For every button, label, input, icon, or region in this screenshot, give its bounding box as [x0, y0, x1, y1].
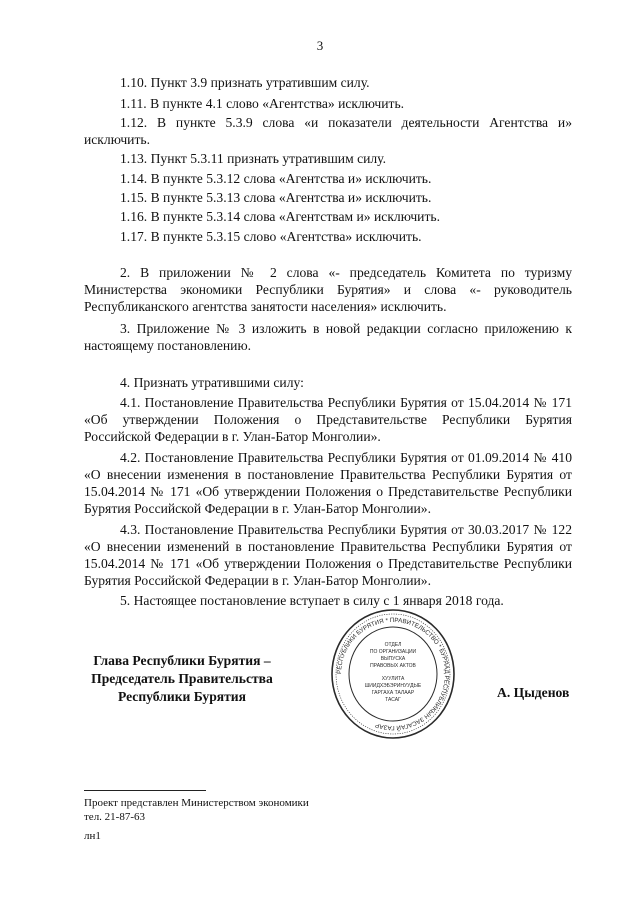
project-note: Проект представлен Министерством экономики	[84, 797, 309, 809]
signatory-title	[82, 652, 282, 706]
list-item: 1.15. В пункте 5.3.13 слова «Агентства и» исключить.	[120, 190, 432, 205]
list-item: 1.11. В пункте 4.1 слово «Агентства» исключить.	[120, 96, 405, 111]
stamp-line: ПО ОРГАНИЗАЦИИ	[369, 649, 417, 655]
stamp-line: ПРАВОВЫХ АКТОВ	[370, 663, 416, 669]
stamp-line: ХУУЛИТА	[381, 676, 405, 682]
stamp-line: ШИИДХЭБЭРИНУУДЫЕ	[364, 683, 422, 689]
footnote-divider	[84, 790, 206, 791]
stamp-line: ГАРГАХА ТАЛААР	[371, 690, 415, 696]
signatory-title-line: Глава Республики Бурятия –	[93, 653, 271, 668]
official-stamp	[330, 608, 456, 740]
paragraph-4-3: 4.3. Постановление Правительства Республики Бурятия от 30.03.2017 № 122 «О внесении изменений в постановление Правительства Республики Бурятия от 15.04.2014 № 171 «Об утверждении Положения о Представительстве Республики Бурятия Российской Федерации в г. Улан-Батор Монголии».	[84, 522, 572, 588]
signatory-title-line: Республики Бурятия	[117, 689, 246, 704]
list-item: 1.17. В пункте 5.3.15 слово «Агентства» исключить.	[120, 229, 422, 244]
stamp-line: ТАСАГ	[385, 697, 401, 703]
stamp-ring-textpath: РЕСПУБЛИКИ БУРЯТИЯ * ПРАВИТЕЛЬСТВО * БУРЯАД РЕСПУБЛИКЫН ЗАСАГАЙ ГАЗАР	[335, 616, 451, 732]
paragraph-4-2: 4.2. Постановление Правительства Республики Бурятия от 01.09.2014 № 410 «О внесении изменения в постановление Правительства Республики Бурятия от 15.04.2014 № 171 «Об утверждении Положения о Представительстве Республики Бурятия Российской Федерации в г. Улан-Батор Монголии».	[84, 450, 572, 516]
signatory-title-line: Председатель Правительства	[91, 671, 273, 686]
paragraph-4-heading: 4. Признать утратившими силу:	[120, 375, 304, 390]
paragraph-4-1: 4.1. Постановление Правительства Республики Бурятия от 15.04.2014 № 171 «Об утверждении Положения о Представительстве Республики Бурятия Российской Федерации в г. Улан-Батор Монголии».	[84, 395, 572, 444]
stamp-line: ВЫПУСКА	[380, 656, 406, 662]
list-item: 1.10. Пункт 3.9 признать утратившим силу.	[120, 75, 370, 90]
stamp-inner-text	[365, 642, 422, 703]
stamp-line: ОТДЕЛ	[384, 642, 402, 648]
document-code: лн1	[84, 830, 101, 842]
signatory-name: А. Цыденов	[497, 685, 570, 700]
stamp-outer-ring	[332, 610, 454, 738]
list-item: 1.14. В пункте 5.3.12 слова «Агентства и» исключить.	[120, 171, 432, 186]
list-item: 1.13. Пункт 5.3.11 признать утратившим силу.	[120, 151, 387, 166]
list-item: 1.12. В пункте 5.3.9 слова «и показатели деятельности Агентства и» исключить.	[84, 115, 572, 147]
page-number: 3	[316, 38, 324, 53]
phone-number: тел. 21-87-63	[84, 811, 146, 823]
paragraph-2: 2. В приложении № 2 слова «- председатель Комитета по туризму Министерства экономики Республики Бурятия» и слова «- руководитель Республиканского агентства занятости населения» исключить.	[84, 265, 572, 314]
paragraph-3: 3. Приложение № 3 изложить в новой редакции согласно приложению к настоящему постановлению.	[84, 321, 572, 353]
list-item: 1.16. В пункте 5.3.14 слова «Агентствам и» исключить.	[120, 209, 440, 224]
stamp-dotted-ring	[336, 614, 450, 734]
stamp-ring-text	[336, 617, 450, 732]
paragraph-5: 5. Настоящее постановление вступает в силу с 1 января 2018 года.	[120, 593, 504, 608]
